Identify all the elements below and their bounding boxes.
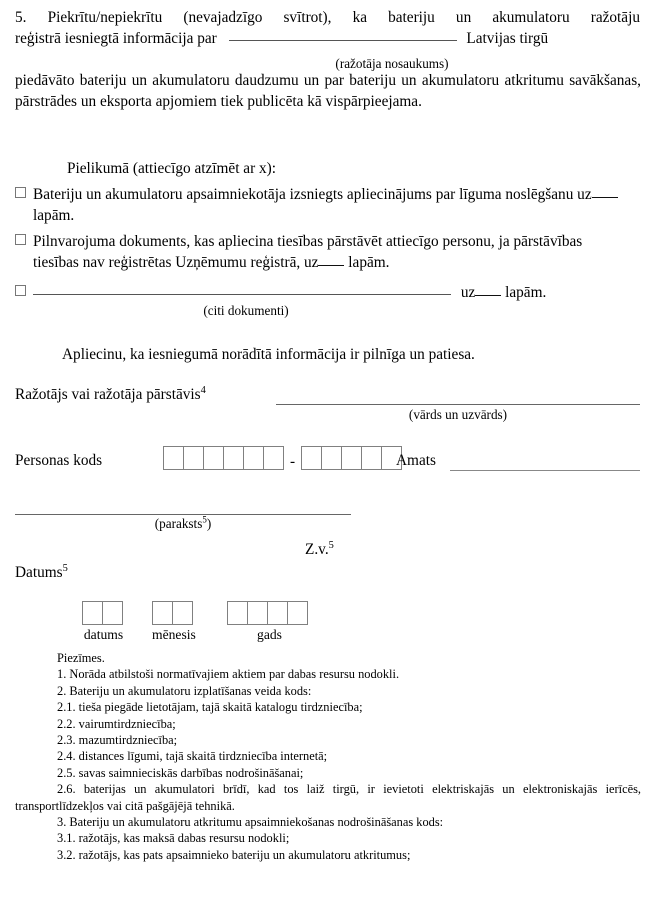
date-cell[interactable]	[152, 601, 173, 625]
attachment-item-3-pages-blank[interactable]	[475, 295, 501, 296]
note-item-3: 3. Bateriju un akumulatoru atkritumu apsaimniekošanas nodrošināšanas kods:	[57, 815, 444, 830]
attachment-item-2-pages-blank[interactable]	[318, 265, 344, 266]
personal-code-cell[interactable]	[243, 446, 264, 470]
manufacturer-representative-label	[15, 385, 206, 406]
signature-caption-close: )	[206, 516, 212, 531]
attachment-item-2[interactable]	[15, 232, 641, 273]
date-cell[interactable]	[287, 601, 308, 625]
date-cell[interactable]	[247, 601, 268, 625]
date-day-boxes[interactable]	[82, 601, 123, 625]
personal-code-cell[interactable]	[223, 446, 244, 470]
section-5-line-1: 5. Piekrītu/nepiekrītu (nevajadzīgo svītrot), ka bateriju un akumulatoru ražotāju	[15, 9, 640, 26]
notes-title: Piezīmes.	[57, 651, 105, 665]
note-item-2-5: 2.5. savas saimnieciskās darbības nodrošināšanai;	[57, 765, 304, 780]
attachment-item-2-suffix: lapām.	[348, 253, 390, 271]
signature-caption	[15, 516, 351, 531]
personal-code-cell[interactable]	[163, 446, 184, 470]
checkbox-icon[interactable]	[15, 187, 26, 198]
attachment-item-1-pages-blank[interactable]	[592, 197, 618, 198]
attachment-item-1[interactable]	[15, 185, 641, 226]
section-5-line-2	[15, 29, 640, 50]
seal-label: Z.v.	[305, 541, 329, 558]
section-5-line-2-tail: Latvijas tirgū	[466, 29, 549, 47]
note-item-1: 1. Norāda atbilstoši normatīvajiem aktiem par dabas resursu nodokli.	[57, 667, 400, 682]
note-item-3-2: 3.2. ražotājs, kas pats apsaimnieko bateriju un akumulatoru atkritumus;	[57, 847, 411, 862]
personal-code-label: Personas kods	[15, 452, 103, 469]
notes-section	[15, 650, 641, 863]
checkbox-icon[interactable]	[15, 285, 26, 296]
manufacturer-name-blank[interactable]	[229, 40, 457, 41]
date-month-label: mēnesis	[152, 627, 196, 642]
attachment-item-1-suffix: lapām.	[33, 206, 75, 224]
signature-caption-text: (paraksts	[154, 516, 203, 531]
personal-code-cell[interactable]	[183, 446, 204, 470]
personal-code-cell[interactable]	[263, 446, 284, 470]
section-5-body-paragraph: piedāvāto bateriju un akumulatoru daudzumu un par bateriju un akumulatoru atkritumu savākšanas, pārstrādes un eksporta apjomiem tiek publicēta kā vispārpieejama.	[15, 72, 641, 110]
footnote-marker-5: 5	[202, 514, 207, 525]
attachment-item-3[interactable]	[15, 283, 641, 304]
date-month-boxes[interactable]	[152, 601, 193, 625]
representative-name-blank[interactable]	[276, 404, 640, 405]
personal-code-cell[interactable]	[361, 446, 382, 470]
date-cell[interactable]	[82, 601, 103, 625]
attachment-item-2-text	[33, 232, 629, 273]
personal-code-separator: -	[290, 453, 296, 470]
note-item-2-6: 2.6. baterijas un akumulatori brīdī, kad tos laiž tirgū, ir ievietoti elektriskajās un elektroniskajās ierīcēs, transportlīdzekļos vai citā pašgājējā tehnikā.	[15, 782, 641, 813]
name-surname-caption: (vārds un uzvārds)	[408, 407, 508, 422]
personal-code-boxes-left[interactable]	[163, 446, 284, 470]
date-year-boxes[interactable]	[227, 601, 308, 625]
attachment-item-3-suffix: lapām.	[505, 284, 547, 301]
date-label-text: Datums	[15, 564, 63, 581]
footnote-marker-5: 5	[328, 539, 334, 551]
position-blank[interactable]	[450, 470, 640, 471]
other-documents-caption: (citi dokumenti)	[203, 303, 289, 318]
other-documents-blank[interactable]	[33, 294, 451, 295]
note-item-2-3: 2.3. mazumtirdzniecība;	[57, 733, 178, 748]
signature-blank[interactable]	[15, 514, 351, 515]
date-year-label: gads	[257, 627, 282, 642]
personal-code-cell[interactable]	[341, 446, 362, 470]
manufacturer-representative-text: Ražotājs vai ražotāja pārstāvis	[15, 386, 201, 403]
attachment-item-2-label: Pilnvarojuma dokuments, kas apliecina tiesības pārstāvēt attiecīgo personu, ja pārstāvības tiesības nav reģistrētas Uzņēmumu reģistrā, uz	[33, 233, 583, 271]
personal-code-cell[interactable]	[203, 446, 224, 470]
date-cell[interactable]	[102, 601, 123, 625]
note-item-2-1: 2.1. tieša piegāde lietotājam, tajā skaitā katalogu tirdzniecība;	[57, 700, 363, 715]
attachments-heading: Pielikumā (attiecīgo atzīmēt ar x):	[67, 160, 276, 177]
manufacturer-name-caption: (ražotāja nosaukums)	[335, 56, 449, 71]
note-item-2: 2. Bateriju un akumulatoru izplatīšanas veida kods:	[57, 683, 312, 698]
attachment-item-3-uz: uz	[460, 284, 476, 301]
date-day-label: datums	[83, 627, 124, 642]
personal-code-boxes-right[interactable]	[301, 446, 402, 470]
attachment-item-1-text	[33, 185, 629, 226]
footnote-marker-4: 4	[200, 384, 206, 396]
section-5-paragraph	[15, 8, 640, 49]
note-item-2-4: 2.4. distances līgumi, tajā skaitā tirdzniecība internetā;	[57, 749, 328, 764]
date-cell[interactable]	[227, 601, 248, 625]
date-label	[15, 563, 68, 584]
checkbox-icon[interactable]	[15, 234, 26, 245]
personal-code-cell[interactable]	[321, 446, 342, 470]
note-item-3-1: 3.1. ražotājs, kas maksā dabas resursu nodokli;	[57, 831, 290, 846]
date-cell[interactable]	[172, 601, 193, 625]
personal-code-cell[interactable]	[301, 446, 322, 470]
footnote-marker-5: 5	[62, 562, 68, 574]
section-5-line-2-lead: reģistrā iesniegtā informācija par	[15, 29, 217, 47]
note-item-2-2: 2.2. vairumtirdzniecība;	[57, 716, 176, 731]
date-cell[interactable]	[267, 601, 288, 625]
declaration-text: Apliecinu, ka iesniegumā norādītā informācija ir pilnīga un patiesa.	[62, 346, 475, 363]
position-label: Amats	[396, 452, 436, 469]
attachment-item-1-label: Bateriju un akumulatoru apsaimniekotāja izsniegts apliecinājums par līguma noslēgšanu uz	[33, 186, 592, 203]
seal-placeholder	[305, 540, 334, 561]
